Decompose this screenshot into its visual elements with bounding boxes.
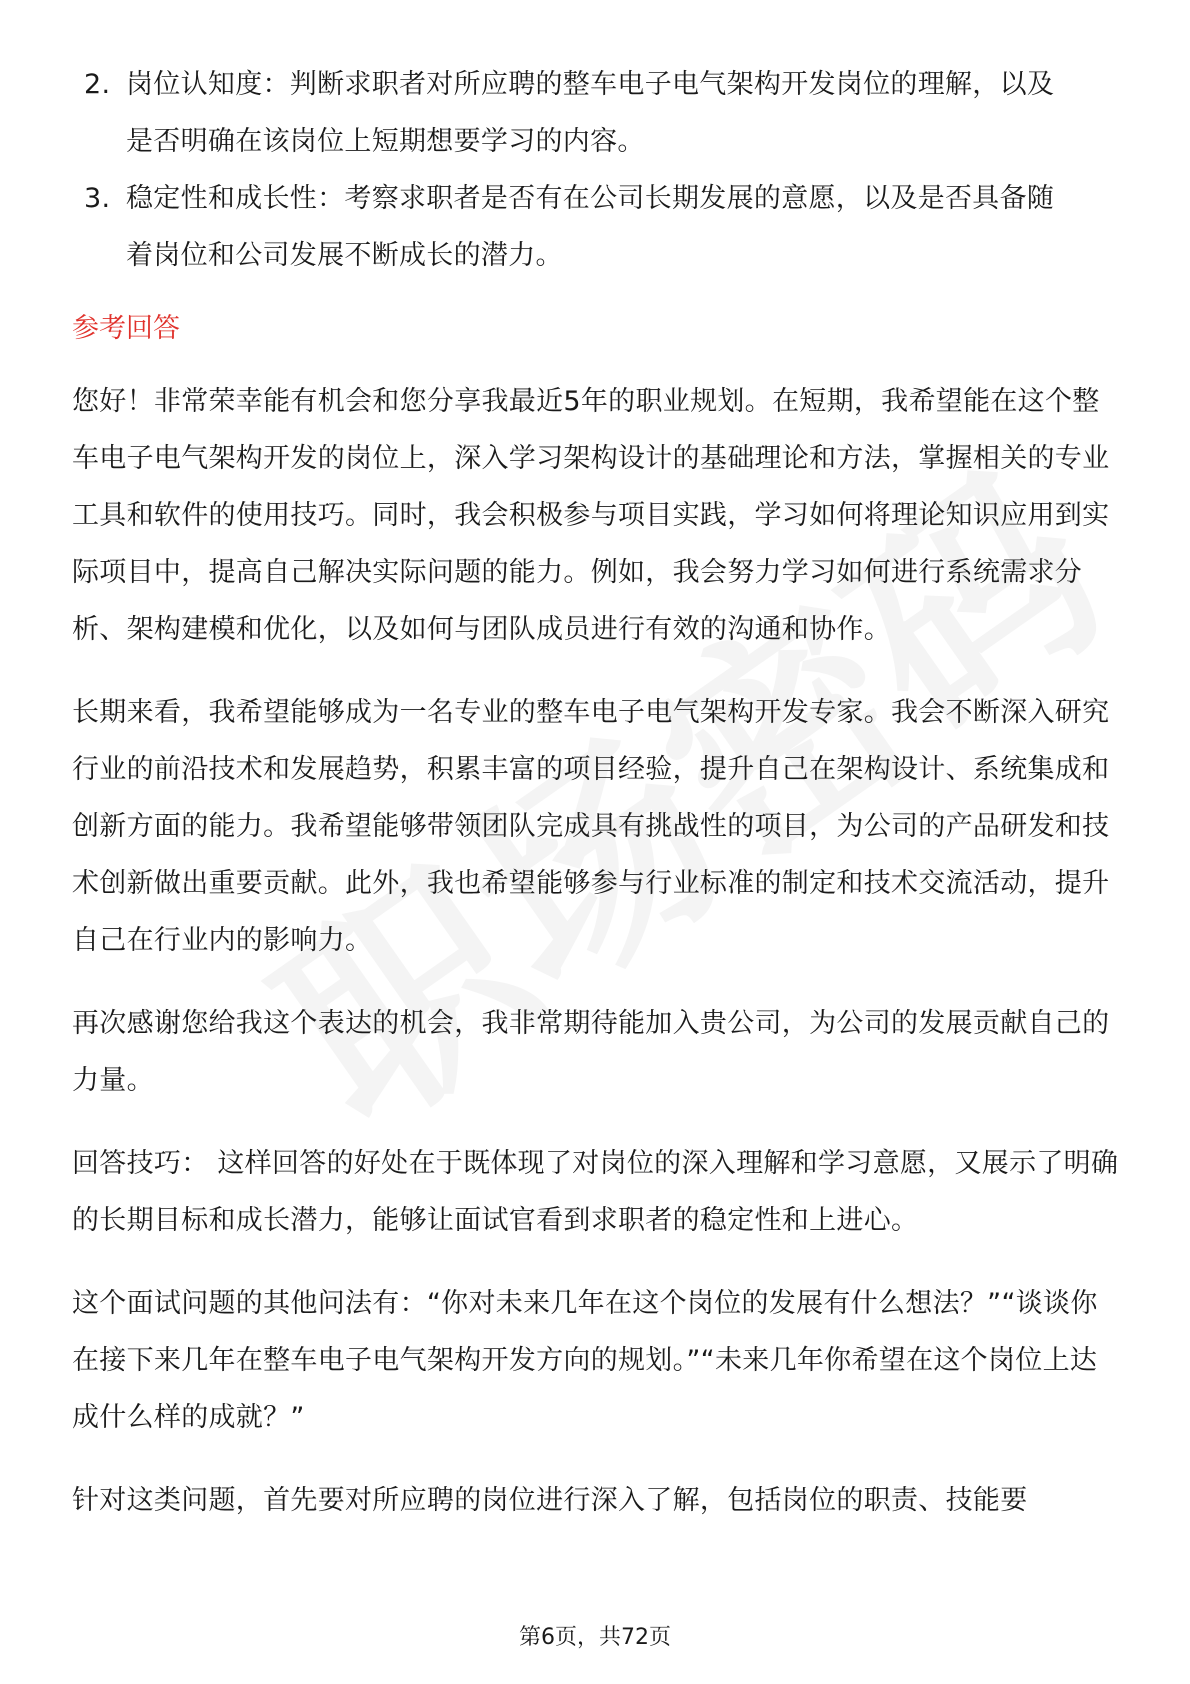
paragraph: 这个面试问题的其他问法有：“你对未来几年在这个岗位的发展有什么想法？”“谈谈你在接下来几年在整车电子电气架构开发方向的规划。”“未来几年你希望在这个岗位上达成什么样的成就？” bbox=[72, 1288, 1098, 1433]
section-title: 参考回答 bbox=[72, 313, 180, 344]
list-item bbox=[72, 170, 1120, 284]
list-item-line: 是否明确在该岗位上短期想要学习的内容。 bbox=[126, 126, 645, 157]
page-footer: 第6页，共72页 bbox=[519, 1625, 671, 1650]
paragraph: 您好！非常荣幸能有机会和您分享我最近5年的职业规划。在短期，我希望能在这个整车电子电气架构开发的岗位上，深入学习架构设计的基础理论和方法，掌握相关的专业工具和软件的使用技巧。同时，我会积极参与项目实践，学习如何将理论知识应用到实际项目中，提高自己解决实际问题的能力。例如，我会努力学习如何进行系统需求分析、架构建模和优化，以及如何与团队成员进行有效的沟通和协作。 bbox=[72, 386, 1110, 645]
list-item-line: 着岗位和公司发展不断成长的潜力。 bbox=[126, 240, 563, 271]
paragraph: 回答技巧： 这样回答的好处在于既体现了对岗位的深入理解和学习意愿，又展示了明确的长期目标和成长潜力，能够让面试官看到求职者的稳定性和上进心。 bbox=[72, 1148, 1119, 1236]
list-number: 3. bbox=[84, 183, 111, 214]
list-item-line: 岗位认知度：判断求职者对所应聘的整车电子电气架构开发岗位的理解，以及 bbox=[126, 69, 1055, 100]
list-number: 2. bbox=[84, 69, 111, 100]
document-content bbox=[72, 56, 1120, 1555]
list-item bbox=[72, 56, 1120, 170]
paragraph: 长期来看，我希望能够成为一名专业的整车电子电气架构开发专家。我会不断深入研究行业的前沿技术和发展趋势，积累丰富的项目经验，提升自己在架构设计、系统集成和创新方面的能力。我希望能够带领团队完成具有挑战性的项目，为公司的产品研发和技术创新做出重要贡献。此外，我也希望能够参与行业标准的制定和技术交流活动，提升自己在行业内的影响力。 bbox=[72, 697, 1110, 956]
list-item-line: 稳定性和成长性：考察求职者是否有在公司长期发展的意愿，以及是否具备随 bbox=[126, 183, 1055, 214]
paragraph: 针对这类问题，首先要对所应聘的岗位进行深入了解，包括岗位的职责、技能要 bbox=[72, 1485, 1028, 1516]
paragraph: 再次感谢您给我这个表达的机会，我非常期待能加入贵公司，为公司的发展贡献自己的力量。 bbox=[72, 1008, 1110, 1096]
